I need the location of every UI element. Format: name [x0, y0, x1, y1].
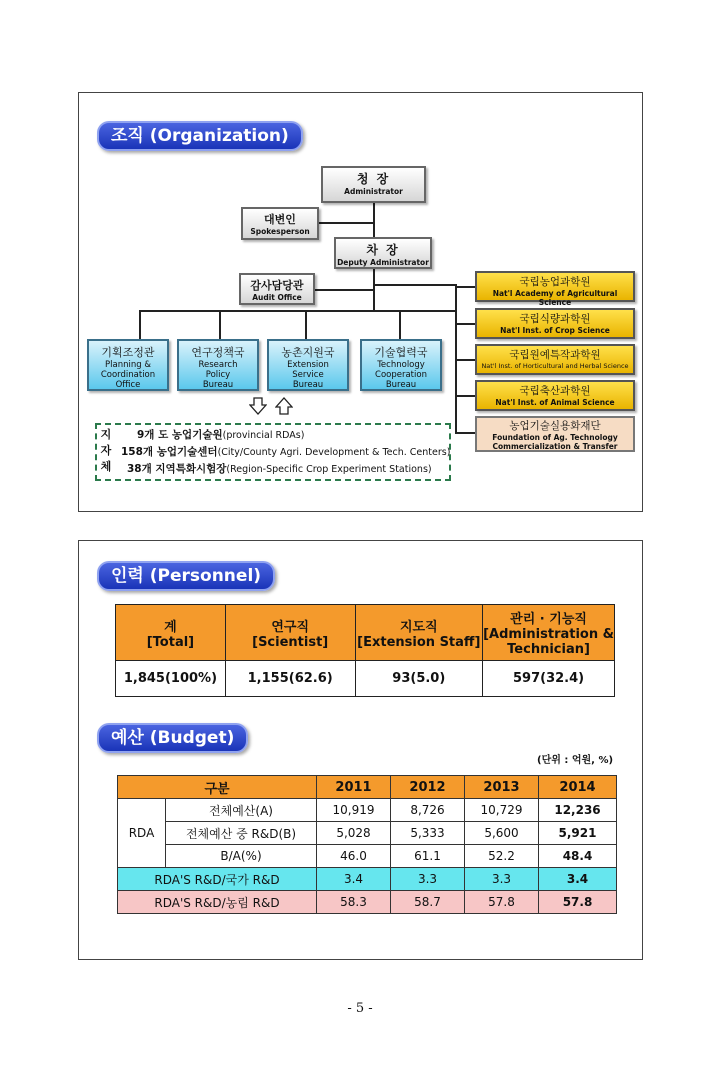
deputy-label-en: Deputy Administrator [337, 258, 429, 267]
cell: 3.3 [465, 868, 539, 891]
row-label: B/A(%) [166, 845, 317, 868]
budget-title: 예산 (Budget) [97, 723, 248, 753]
administrator-box [321, 166, 426, 203]
arrow-up-icon [275, 397, 293, 415]
deputy-administrator-box [334, 237, 432, 269]
row-label: 전체예산(A) [166, 799, 317, 822]
header-en: [Scientist] [252, 634, 329, 650]
connector-line [455, 286, 475, 288]
header-en: [Extension Staff] [357, 634, 481, 650]
header-en: [Administration & Technician] [483, 627, 614, 657]
bureau-en: Extension [287, 360, 329, 370]
value-cell: 1,845(100%) [116, 661, 226, 697]
foundation-en: Commercialization & Transfer [492, 442, 618, 451]
local-row-ko: 158개 농업기술센터 [121, 446, 218, 458]
deputy-label: 차 장 [366, 243, 400, 257]
cell: 5,600 [465, 822, 539, 845]
row-label: 전체예산 중 R&D(B) [166, 822, 317, 845]
header-cell [116, 605, 226, 661]
bureau-extension-service [267, 339, 349, 391]
budget-unit: (단위 : 억원, %) [537, 755, 614, 766]
organization-slide [78, 92, 643, 512]
cell: 52.2 [465, 845, 539, 868]
local-row-provincial [137, 427, 304, 442]
bureau-en: Bureau [385, 380, 417, 390]
bureau-en: Service [292, 370, 324, 380]
institute-animal-science [475, 380, 635, 411]
group-label: RDA [118, 799, 166, 868]
foundation-ko: 농업기술실용화재단 [509, 420, 601, 432]
institute-en: Nat'l Inst. of Crop Science [500, 326, 610, 335]
cell: 57.8 [465, 891, 539, 914]
institute-en: Nat'l Inst. of Animal Science [495, 398, 615, 407]
header-en: [Total] [146, 634, 195, 650]
header-ko: 연구직 [271, 619, 310, 635]
header-ko: 관리 · 기능직 [510, 612, 587, 627]
cell: 10,919 [317, 799, 391, 822]
header-cell: 2013 [465, 776, 539, 799]
bureau-en: Bureau [202, 380, 234, 390]
local-label [99, 427, 113, 475]
budget-row [118, 822, 617, 845]
audit-label: 감사담당관 [250, 279, 304, 292]
header-cell: 구분 [118, 776, 317, 799]
connector-line [399, 310, 401, 340]
cell: 57.8 [539, 891, 617, 914]
spokesperson-label: 대변인 [264, 213, 296, 226]
administrator-label: 청 장 [356, 172, 391, 186]
cell: 10,729 [465, 799, 539, 822]
audit-office-box [239, 273, 315, 305]
institute-ko: 국립원예특작과학원 [509, 349, 601, 361]
cell: 5,028 [317, 822, 391, 845]
header-cell: 2012 [391, 776, 465, 799]
local-row-en: (provincial RDAs) [222, 430, 305, 441]
personnel-value-row [116, 661, 615, 697]
connector-line [315, 289, 373, 291]
local-row-ko: 9개 도 농업기술원 [137, 429, 223, 441]
connector-line [139, 310, 455, 312]
connector-line [219, 310, 221, 340]
cell: 46.0 [317, 845, 391, 868]
header-ko: 지도직 [399, 619, 438, 635]
header-cell [355, 605, 483, 661]
local-label-char: 자 [100, 444, 112, 457]
institute-agricultural-science [475, 271, 635, 307]
header-cell [225, 605, 355, 661]
value-cell: 597(32.4) [483, 661, 615, 697]
header-cell: 2014 [539, 776, 617, 799]
personnel-budget-slide [78, 540, 643, 960]
institute-en: Nat'l Academy of Agricultural Science [492, 289, 618, 307]
budget-table [117, 775, 617, 914]
cell: 58.7 [391, 891, 465, 914]
institute-ko: 국립식량과학원 [519, 313, 591, 325]
bureau-research-policy [177, 339, 259, 391]
spokesperson-label-en: Spokesperson [250, 227, 310, 236]
bureau-en: Technology [377, 360, 425, 370]
header-cell: 2011 [317, 776, 391, 799]
value-cell: 93(5.0) [355, 661, 483, 697]
foundation-box [475, 416, 635, 452]
arrow-down-icon [249, 397, 267, 415]
institute-en: Nat'l Inst. of Horticultural and Herbal Science [481, 362, 629, 370]
cell: 5,921 [539, 822, 617, 845]
header-cell [483, 605, 615, 661]
institute-ko: 국립축산과학원 [519, 385, 591, 397]
spokesperson-box [241, 207, 319, 240]
bureau-en: Research [198, 360, 238, 370]
connector-line [139, 310, 141, 340]
cell: 48.4 [539, 845, 617, 868]
cell: 3.4 [539, 868, 617, 891]
local-row-ko: 38개 지역특화시험장 [127, 463, 227, 475]
cell: 5,333 [391, 822, 465, 845]
connector-line [373, 269, 375, 311]
budget-row [118, 799, 617, 822]
audit-label-en: Audit Office [252, 293, 302, 302]
connector-line [455, 323, 475, 325]
organization-title: 조직 (Organization) [97, 121, 303, 151]
bureau-en: Office [115, 380, 141, 390]
cell: 61.1 [391, 845, 465, 868]
cell: 12,236 [539, 799, 617, 822]
local-row-en: (Region-Specific Crop Experiment Stations) [226, 464, 432, 475]
local-row-en: (City/County Agri. Development & Tech. Centers) [217, 447, 451, 458]
header-ko: 계 [164, 619, 177, 635]
connector-line [455, 432, 475, 434]
connector-line [455, 359, 475, 361]
row-label: RDA'S R&D/농림 R&D [118, 891, 317, 914]
budget-row-national [118, 868, 617, 891]
bureau-en: Cooperation [375, 370, 427, 380]
bureau-technology-cooperation [360, 339, 442, 391]
bureau-ko: 기술협력국 [374, 346, 428, 359]
bureau-ko: 연구정책국 [191, 346, 245, 359]
connector-line [305, 310, 307, 340]
bureau-ko: 농촌지원국 [281, 346, 335, 359]
local-governments-box [95, 423, 451, 481]
page-number: - 5 - [347, 1001, 373, 1016]
bureau-ko: 기획조정관 [101, 346, 155, 359]
bureau-en: Bureau [292, 380, 324, 390]
connector-line [319, 222, 373, 224]
local-row-city-county [121, 444, 450, 459]
personnel-title: 인력 (Personnel) [97, 561, 275, 591]
bureau-en: Policy [205, 370, 231, 380]
connector-line [455, 395, 475, 397]
bureau-planning [87, 339, 169, 391]
administrator-label-en: Administrator [344, 187, 403, 196]
budget-header-row [118, 776, 617, 799]
local-row-region-specific [127, 461, 432, 476]
bureau-en: Planning & [105, 360, 151, 370]
institute-ko: 국립농업과학원 [519, 276, 591, 288]
cell: 58.3 [317, 891, 391, 914]
connector-line [373, 284, 455, 286]
personnel-header-row [116, 605, 615, 661]
local-label-char: 체 [100, 460, 112, 473]
institute-crop-science [475, 308, 635, 339]
cell: 3.4 [317, 868, 391, 891]
cell: 3.3 [391, 868, 465, 891]
personnel-table [115, 604, 615, 697]
foundation-en: Foundation of Ag. Technology [492, 433, 618, 442]
bureau-en: Coordination [100, 370, 156, 380]
cell: 8,726 [391, 799, 465, 822]
budget-row [118, 845, 617, 868]
local-label-char: 지 [100, 428, 112, 441]
row-label: RDA'S R&D/국가 R&D [118, 868, 317, 891]
budget-row-agriculture [118, 891, 617, 914]
institute-horticultural-science [475, 344, 635, 375]
value-cell: 1,155(62.6) [225, 661, 355, 697]
